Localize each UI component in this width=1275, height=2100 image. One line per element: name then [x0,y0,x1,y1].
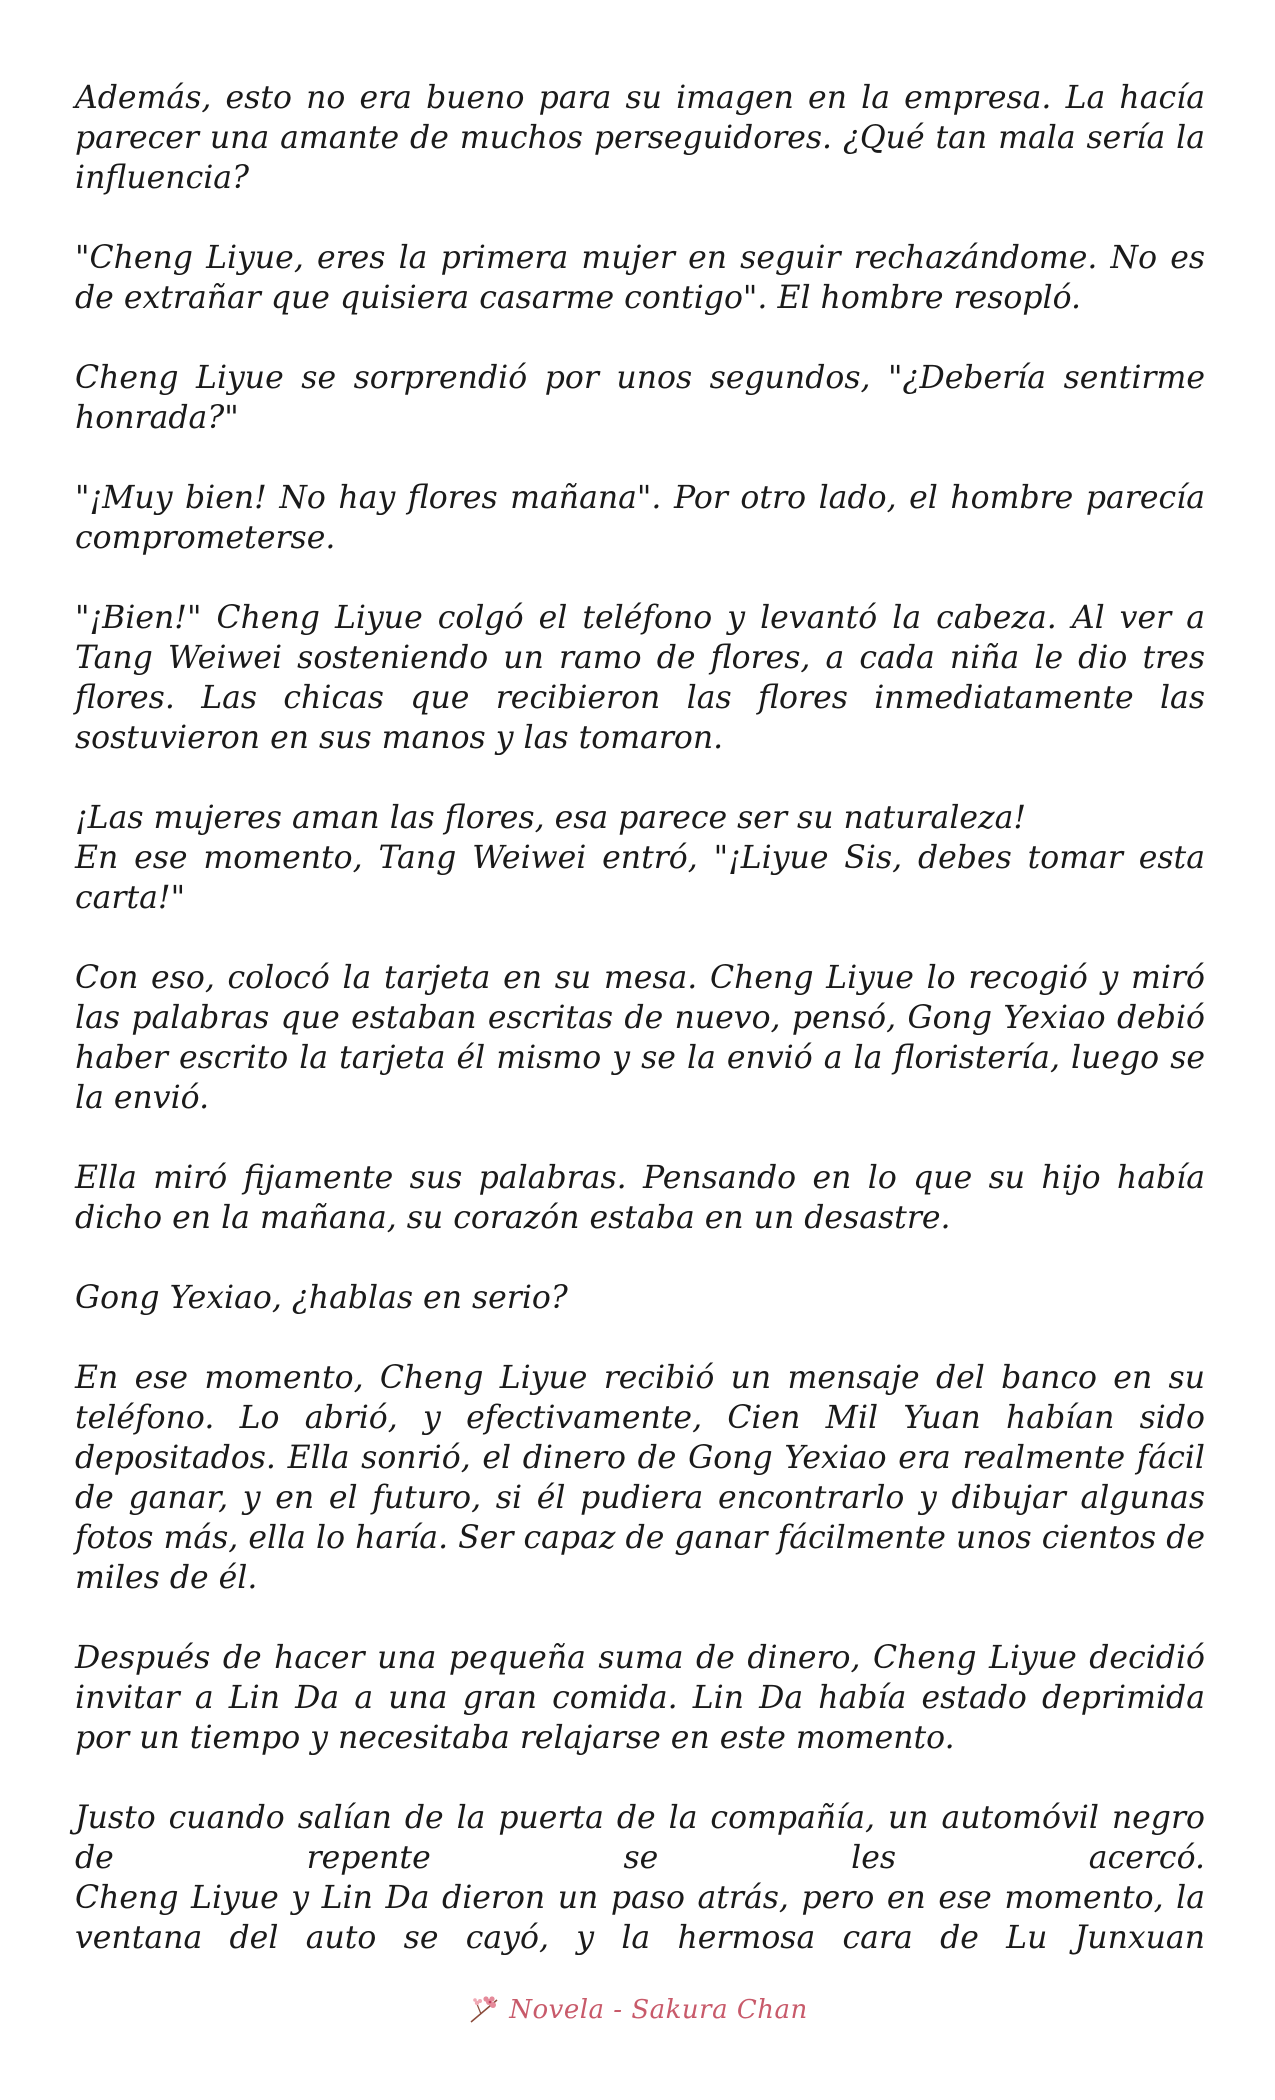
paragraph: Después de hacer una pequeña suma de dinero, Cheng Liyue decidió invitar a Lin Da a una gran comida. Lin Da había estado deprimida por un tiempo y necesitaba relajarse en este momento. [75,1640,1205,1756]
paragraph-group [75,798,1205,918]
cherry-blossom-icon [467,1992,503,2028]
paragraph: En ese momento, Cheng Liyue recibió un mensaje del banco en su teléfono. Lo abrió, y efectivamente, Cien Mil Yuan habían sido depositados. Ella sonrió, el dinero de Gong Yexiao era realmente fácil de ganar, y en el futuro, si él pudiera encontrarlo y dibujar algunas fotos más, ella lo haría. Ser capaz de ganar fácilmente unos cientos de miles de él. [75,1360,1205,1596]
paragraph-group [75,1798,1205,1958]
paragraph: Cheng Liyue se sorprendió por unos segundos, "¿Debería sentirme honrada?" [75,360,1205,436]
paragraph: Gong Yexiao, ¿hablas en serio? [75,1280,568,1316]
paragraph-line: Justo cuando salían de la puerta de la compañía, un automóvil negro de repente se les acercó. [75,1800,1205,1876]
footer-text: Novela - Sakura Chan [509,1995,808,2025]
paragraph-line: En ese momento, Tang Weiwei entró, "¡Liyue Sis, debes tomar esta carta!" [75,840,1205,916]
paragraph: Ella miró fijamente sus palabras. Pensando en lo que su hijo había dicho en la mañana, su corazón estaba en un desastre. [75,1160,1205,1236]
paragraph: Además, esto no era bueno para su imagen en la empresa. La hacía parecer una amante de muchos perseguidores. ¿Qué tan mala sería la influencia? [75,80,1205,196]
paragraph: "Cheng Liyue, eres la primera mujer en seguir rechazándome. No es de extrañar que quisiera casarme contigo". El hombre resopló. [75,240,1205,316]
body-text [75,78,1205,1958]
paragraph: Con eso, colocó la tarjeta en su mesa. Cheng Liyue lo recogió y miró las palabras que estaban escritas de nuevo, pensó, Gong Yexiao debió haber escrito la tarjeta él mismo y se la envió a la floristería, luego se la envió. [75,960,1205,1116]
paragraph-line: Cheng Liyue y Lin Da dieron un paso atrás, pero en ese momento, la ventana del auto se cayó, y la hermosa cara de Lu Junxuan [75,1880,1205,1956]
paragraph: "¡Muy bien! No hay flores mañana". Por otro lado, el hombre parecía comprometerse. [75,480,1205,556]
paragraph: "¡Bien!" Cheng Liyue colgó el teléfono y levantó la cabeza. Al ver a Tang Weiwei sosteniendo un ramo de flores, a cada niña le dio tres flores. Las chicas que recibieron las flores inmediatamente las sostuvieron en sus manos y las tomaron. [75,600,1205,756]
paragraph-line: ¡Las mujeres aman las flores, esa parece ser su naturaleza! [75,800,1027,836]
footer-watermark [0,1985,1275,2035]
